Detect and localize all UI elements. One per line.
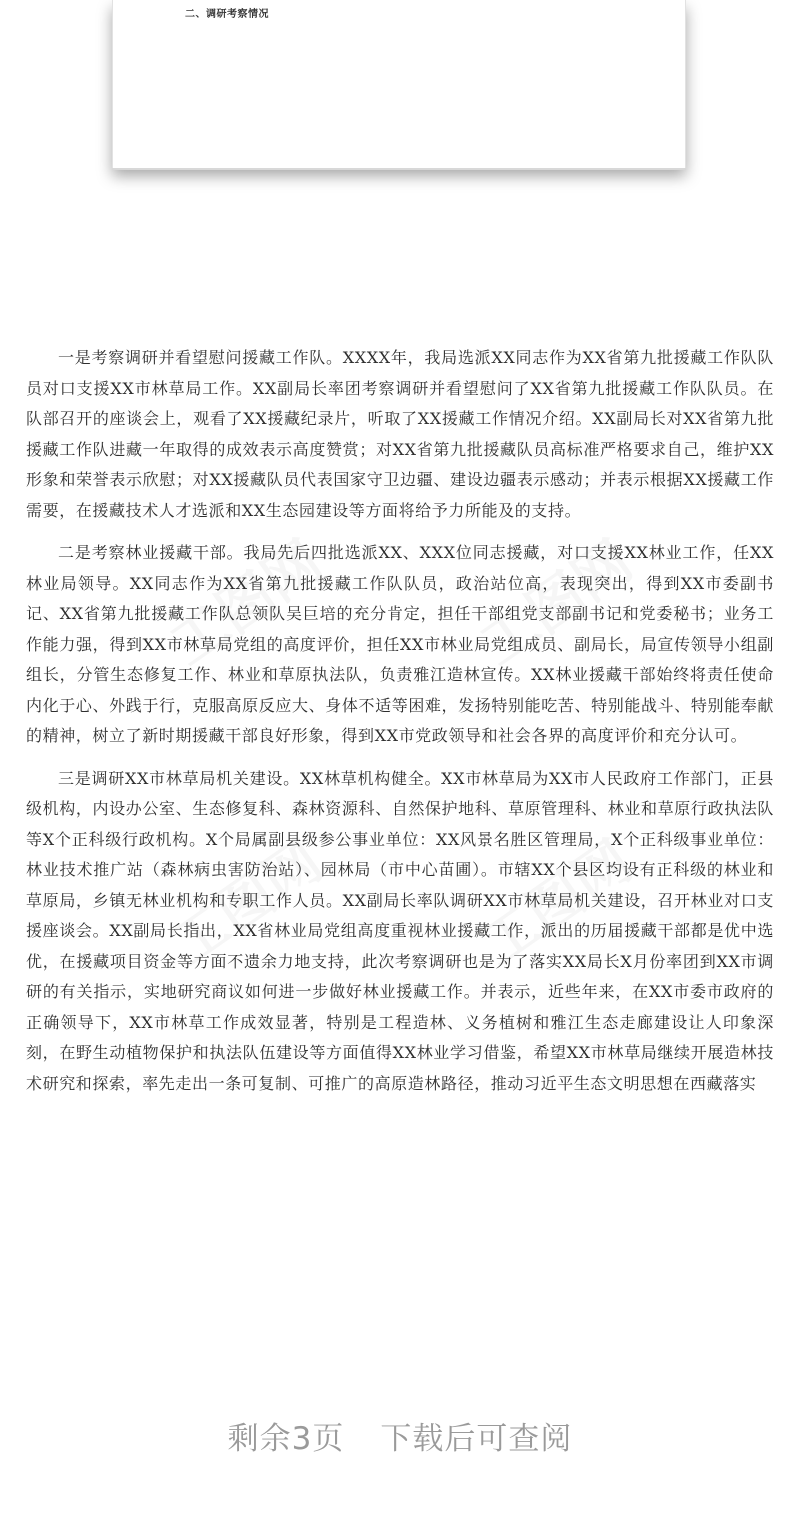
paragraph: 三是调研XX市林草局机关建设。XX林草机构健全。XX市林草局为XX市人民政府工作部门，正县级机构，内设办公室、生态修复科、森林资源科、自然保护地科、草原管理科、林业和草原行政执法队等X个正科级行政机构。X个局属副县级参公事业单位：XX风景名胜区管理局，X个正科级事业单位：林业技术推广站（森林病虫害防治站）、园林局（市中心苗圃）。市辖XX个县区均设有正科级的林业和草原局，乡镇无林业机构和专职工作人员。XX副局长率队调研XX市林草局机关建设，召开林业对口支援座谈会。XX副局长指出，XX省林业局党组高度重视林业援藏工作，派出的历届援藏干部都是优中选优，在援藏项目资金等方面不遗余力地支持，此次考察调研也是为了落实XX局长X月份率团到XX市调研的有关指示，实地研究商议如何进一步做好林业援藏工作。并表示，近些年来，在XX市委市政府的正确领导下，XX市林草工作成效显著，特别是工程造林、义务植树和雅江生态走廊建设让人印象深刻，在野生动植物保护和执法队伍建设等方面值得XX林业学习借鉴，希望XX市林草局继续开展造林技术研究和探索，率先走出一条可复制、可推广的高原造林路径，推动习近平生态文明思想在西藏落实 (26, 768, 774, 1093)
document-preview-card (112, 0, 686, 168)
remaining-pages-label: 剩余3页 (227, 1421, 345, 1457)
article-body (26, 343, 774, 1111)
preview-section-heading: 二、调研考察情况 (185, 9, 269, 20)
paragraph: 一是考察调研并看望慰问援藏工作队。XXXX年，我局选派XX同志作为XX省第九批援藏工作队队员对口支援XX市林草局工作。XX副局长率团考察调研并看望慰问了XX省第九批援藏工作队队员。在队部召开的座谈会上，观看了XX援藏纪录片，听取了XX援藏工作情况介绍。XX副局长对XX省第九批援藏工作队进藏一年取得的成效表示高度赞赏；对XX省第九批援藏队员高标准严格要求自己，维护XX形象和荣誉表示欣慰；对XX援藏队员代表国家守卫边疆、建设边疆表示感动；并表示根据XX援藏工作需要，在援藏技术人才选派和XX生态园建设等方面将给予力所能及的支持。 (26, 348, 774, 520)
download-prompt[interactable] (0, 1413, 800, 1458)
download-to-view-label: 下载后可查阅 (380, 1421, 573, 1457)
paragraph: 二是考察林业援藏干部。我局先后四批选派XX、XXX位同志援藏，对口支援XX林业工作，任XX林业局领导。XX同志作为XX省第九批援藏工作队队员，政治站位高，表现突出，得到XX市委副书记、XX省第九批援藏工作队总领队吴巨培的充分肯定，担任干部组党支部副书记和党委秘书；业务工作能力强，得到XX市林草局党组的高度评价，担任XX市林业局党组成员、副局长，局宣传领导小组副组长，分管生态修复工作、林业和草原执法队，负责雅江造林宣传。XX林业援藏干部始终将责任使命内化于心、外践于行，克服高原反应大、身体不适等困难，发扬特别能吃苦、特别能战斗、特别能奉献的精神，树立了新时期援藏干部良好形象，得到XX市党政领导和社会各界的高度评价和充分认可。 (26, 543, 774, 745)
